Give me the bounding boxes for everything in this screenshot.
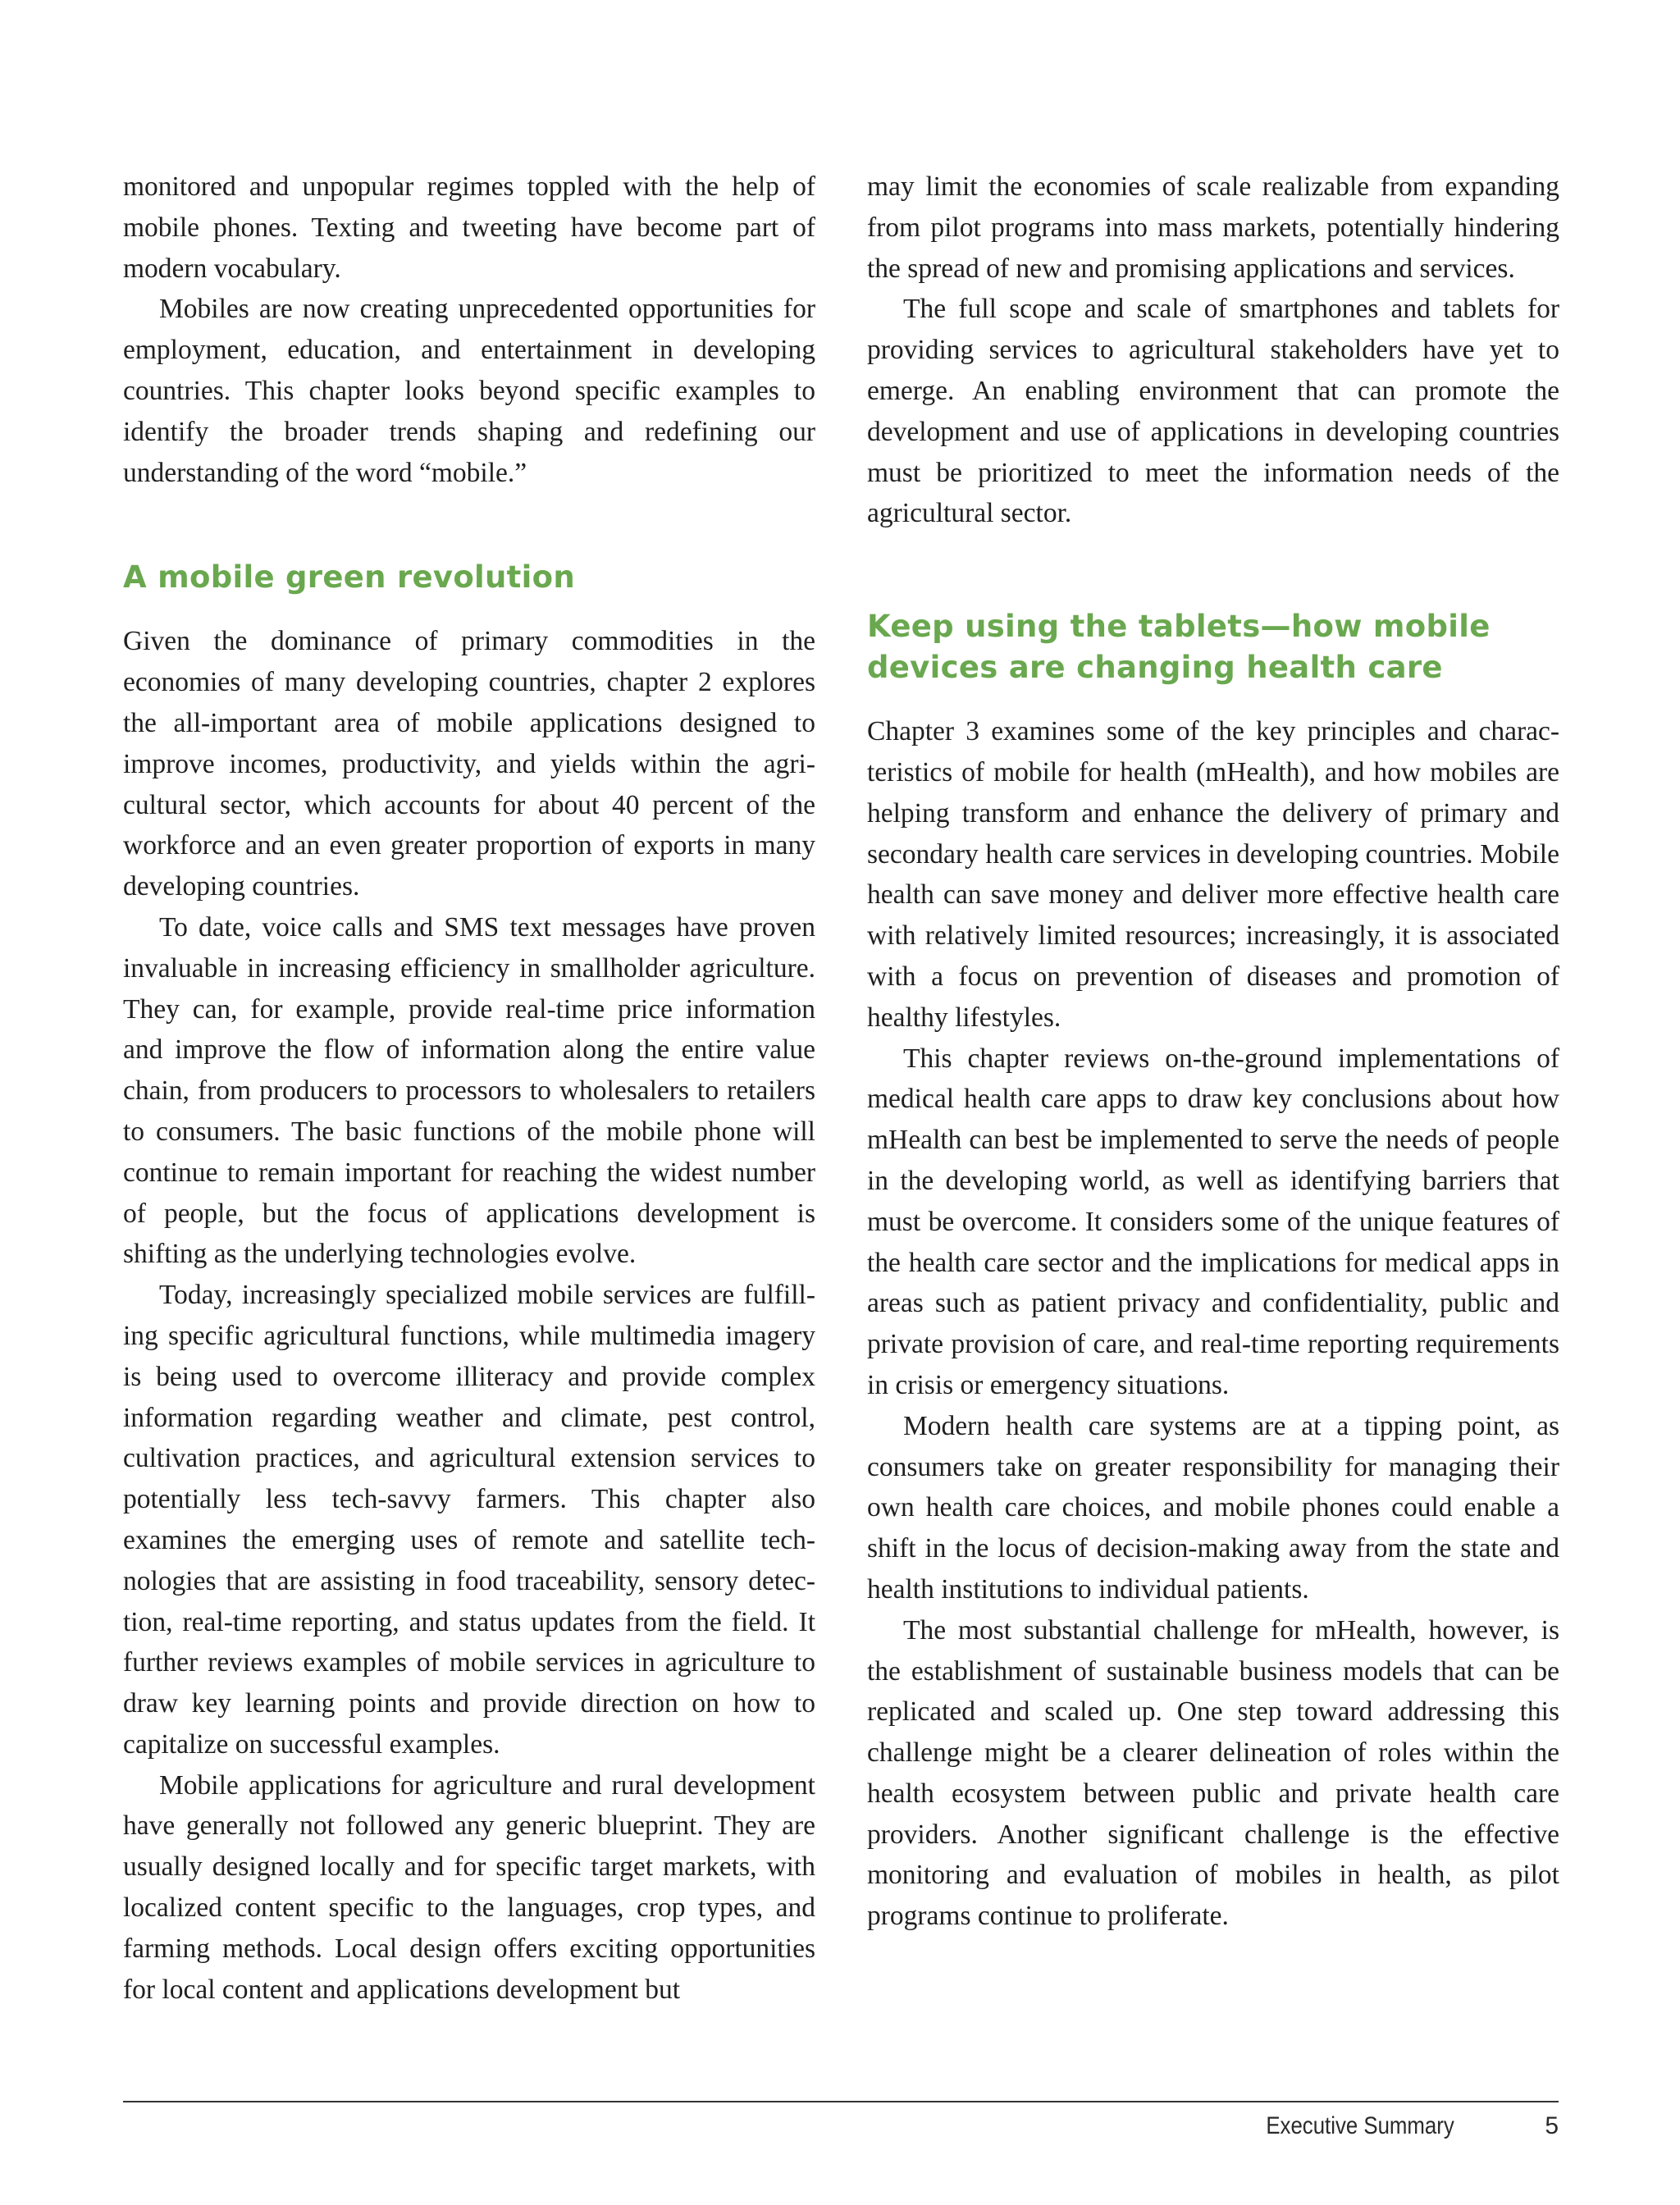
- right-column: [867, 167, 1559, 1937]
- left-paragraph-1: monitored and unpopular regimes toppled with the help of mobile phones. Texting and tweeting have become part of modern vocabulary.: [123, 171, 815, 284]
- footer-divider: [123, 2101, 1559, 2102]
- left-column: [123, 167, 815, 2010]
- right-paragraph-5: Modern health care systems are at a tipping point, as consumers take on greater responsibility for managing their own health care choices, and mobile phones could enable a shift in the locus of decision-making away from the state and health institutions to individual patients.: [867, 1410, 1559, 1605]
- right-paragraph-1: may limit the economies of scale realizable from expanding from pilot programs into mass markets, potentially hindering the spread of new and promising applications and services.: [867, 171, 1559, 284]
- left-paragraph-5: Today, increasingly specialized mobile services are fulfilling specific agricultural functions, while multimedia imagery is being used to overcome illiteracy and provide complex information regarding weather and climate, pest control, cultivation practices, and agricultural extension services to potentially less tech-savvy farmers. This chapter also examines the emerging uses of remote and satellite technologies that are assisting in food traceability, sensory detection, real-time reporting, and status updates from the field. It further reviews examples of mobile services in agriculture to draw key learning points and provide direction on how to capitalize on successful examples.: [123, 1280, 815, 1760]
- page-number: 5: [1545, 2112, 1559, 2139]
- section-heading-health-care: Keep using the tablets—how mobile devices are changing health care: [867, 609, 1491, 686]
- right-paragraph-3: Chapter 3 examines some of the key principles and characteristics of mobile for health (mHealth), and how mobiles are helping transform and enhance the delivery of primary and secondary health care services in developing countries. Mobile health can save money and deliver more effective health care with relatively limited resources; increasingly, it is associated with a focus on prevention of diseases and promotion of healthy lifestyles.: [867, 716, 1559, 1033]
- footer-section-label: Executive Summary: [1266, 2112, 1454, 2139]
- right-paragraph-6: The most substantial challenge for mHealth, however, is the establishment of sustainable business models that can be replicated and scaled up. One step toward addressing this challenge might be a clearer delineation of roles within the health ecosystem between public and private health care providers. Another significant challenge is the effective monitoring and evaluation of mobiles in health, as pilot programs continue to proliferate.: [867, 1614, 1559, 1932]
- section-heading-green-revolution: A mobile green revolution: [123, 559, 575, 596]
- left-paragraph-4: To date, voice calls and SMS text messages have proven invaluable in increasing efficiency in smallholder agriculture. They can, for example, provide real-time price information and improve the flow of information along the entire value chain, from producers to processors to wholesalers to retailers to consumers. The basic functions of the mobile phone will continue to remain important for reaching the widest number of people, but the focus of applications development is shifting as the underlying technologies evolve.: [123, 911, 815, 1270]
- right-paragraph-4: This chapter reviews on-the-ground implementations of medical health care apps to draw key conclusions about how mHealth can best be implemented to serve the needs of people in the developing world, as well as identifying barriers that must be overcome. It considers some of the unique features of the health care sector and the implications for medical apps in areas such as patient privacy and confidentiality, public and private provision of care, and real-time reporting requirements in crisis or emergency situations.: [867, 1043, 1559, 1400]
- right-paragraph-2: The full scope and scale of smartphones and tablets for providing services to agricultural stakeholders have yet to emerge. An enabling environment that can promote the development and use of applications in developing countries must be prioritized to meet the information needs of the agricultural sector.: [867, 294, 1559, 529]
- left-paragraph-2: Mobiles are now creating unprecedented opportunities for employment, education, and entertainment in developing countries. This chapter looks beyond specific examples to identify the broader trends shaping and redefining our understanding of the word “mobile.”: [123, 294, 815, 488]
- left-paragraph-3: Given the dominance of primary commodities in the economies of many developing countries, chapter 2 explores the all-important area of mobile applications designed to improve incomes, productivity, and yields within the agricultural sector, which accounts for about 40 percent of the workforce and an even greater proportion of exports in many developing countries.: [123, 626, 815, 902]
- left-paragraph-6: Mobile applications for agriculture and rural development have generally not followed any generic blueprint. They are usually designed locally and for specific target markets, with localized content specific to the languages, crop types, and farming methods. Local design offers exciting opportunities for local content and applications development but: [123, 1769, 815, 2005]
